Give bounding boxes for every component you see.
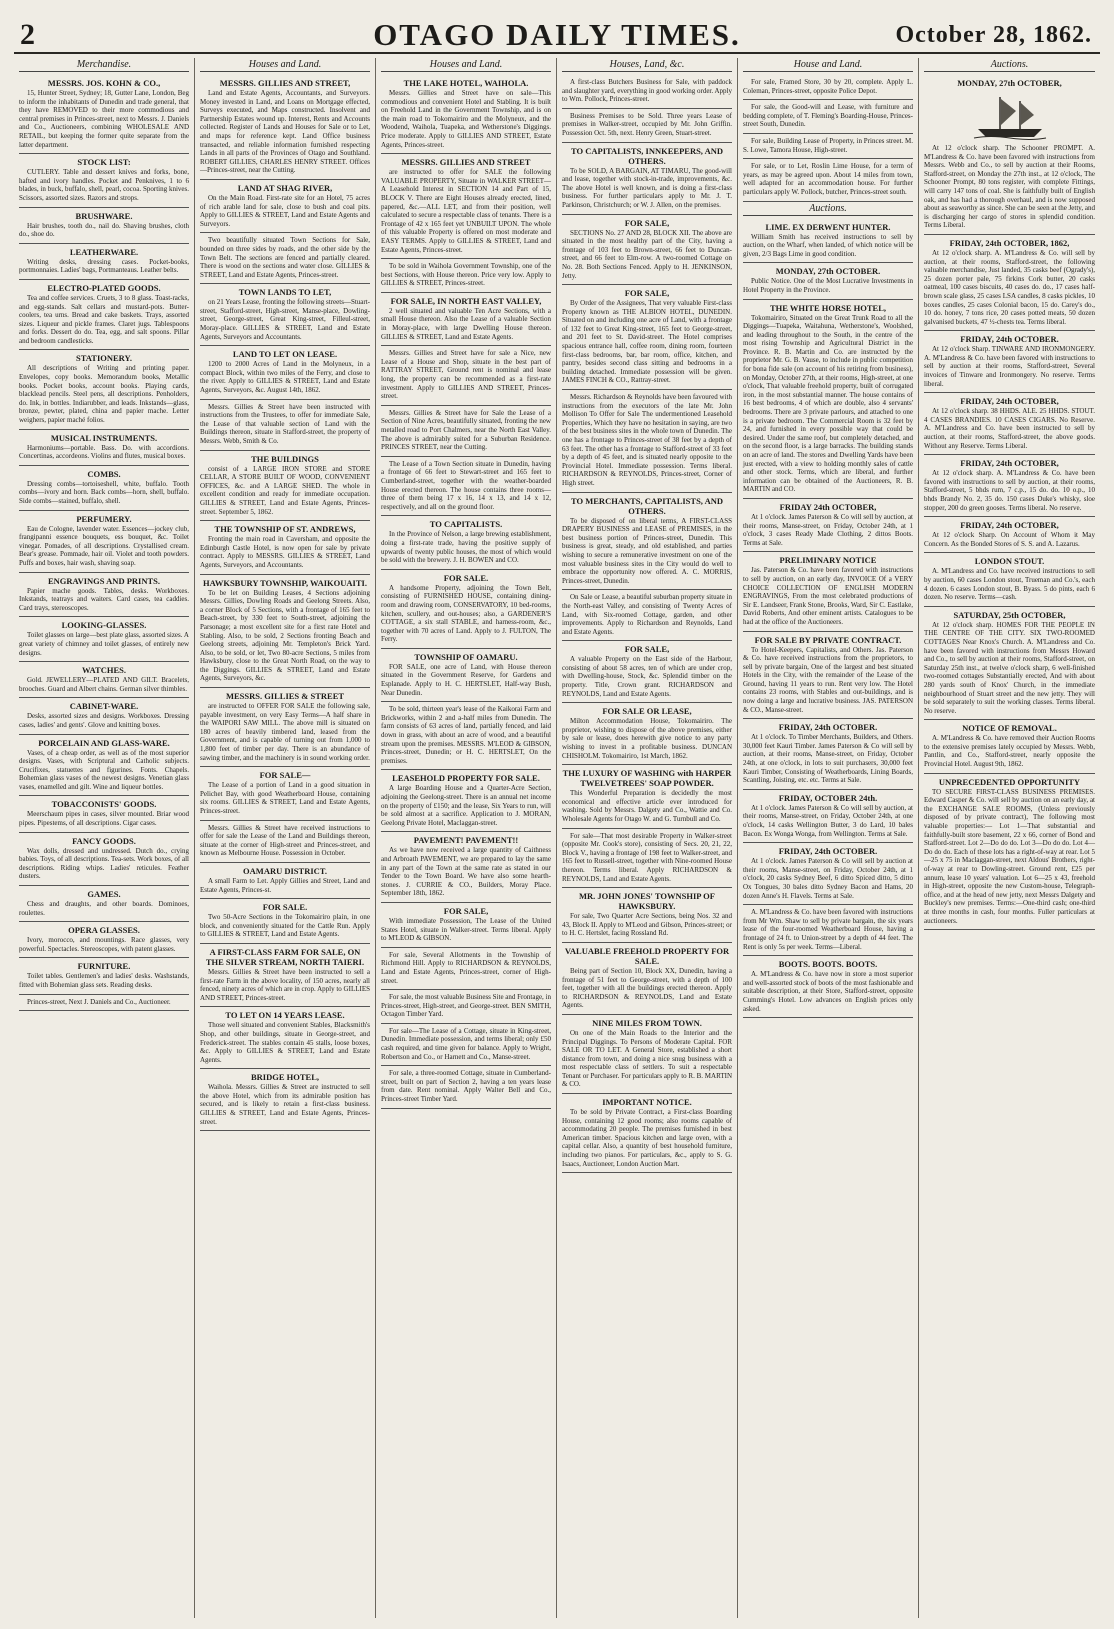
advertisement-heading: PRELIMINARY NOTICE	[779, 555, 877, 566]
advertisement-heading: MESSRS. GILLIES AND STREET,	[219, 78, 351, 88]
advertisement-body: 15, Hunter Street, Sydney; 18, Gutter Lane, London, Beg to inform the inhabitants of Dunedin and trade general, that they have REMOVED to their more commodious and central premises in Princes-street, next to Messrs. J. Daniels and Co., Auctioneers, combining WHOLESALE AND RETAIL, but keeping the former quite separate from the latter department.	[19, 89, 189, 149]
advertisement	[743, 552, 913, 631]
advertisement-body: On Sale or Lease, a beautiful suburban property situate in the North-east Valley, and consisting of Twenty Acres of Land, with Six-roomed Cottage, garden, and other improvements. Apply to Richardson and Reynolds, Land and Estate Agents.	[562, 593, 732, 636]
advertisement-body: At 1 o'clock. James Paterson & Co will sell by auction, at their rooms, Manse-street, on Friday, October 24th, at 1 o'clock, 3 cases Ready Made Clothing, 2 dittos Boots. Terms at Sale.	[743, 512, 913, 547]
advertisement-body: A. M'Landress & Co. have been favored with instructions from Mr Wm. Shaw to sell by private bargain, the six years lease of the four-roomed Weatherboard House, having a frontage of 24 ft. to Union-street by a depth of 44 feet. The Rent is only 5s per week. Terms—Liberal.	[743, 908, 913, 951]
advertisement-body: To be sold, thirteen year's lease of the Kaikorai Farm and Brickworks, within 2 and a-half miles from Dunedin. The farm consists of 63 acres of land, partially fenced, and laid down in grass, with about an acre of wood, and a beautiful stream upon the premises. MESSRS. M'LEOD & GIBSON, Princes-street, Dunedin; or H. C. HERTSLET, On the premises.	[381, 705, 551, 765]
advertisement-body: Harmoniums—portable. Bass. Do. with accordions. Concertinas, accordeons. Violins and flutes, musical boxes.	[19, 443, 189, 461]
advertisement	[743, 843, 913, 905]
advertisement	[924, 517, 1095, 553]
advertisement	[562, 888, 732, 943]
advertisement	[562, 75, 732, 109]
advertisement	[924, 75, 1095, 235]
advertisement-heading: LONDON STOUT.	[974, 556, 1045, 567]
advertisement	[381, 516, 551, 569]
advertisement-heading: VALUABLE FREEHOLD PROPERTY FOR SALE.	[564, 945, 730, 966]
advertisement-heading: LEASEHOLD PROPERTY FOR SALE.	[392, 773, 540, 784]
advertisement-heading: FOR SALE OR LEASE,	[602, 706, 692, 717]
advertisement-heading: FURNITURE.	[77, 961, 131, 972]
advertisement-body: A. M'Landress and Co. have received instructions to sell by auction, 60 cases London stout, Trueman and Co.'s, each 4 dozen. 6 cases London stout, B. Byass. 5 do pints, each 6 dozen. No reserve. Terms—cash.	[924, 567, 1095, 602]
advertisement-body: At 1 o'clock. James Paterson & Co will sell by auction, at their rooms, Manse-street, on Friday, October 24th, at one o'clock, 14 casks Wellington Butter, 3 do Lard, 10 bales Bacon. Ex Wonga Wonga, from Wellington. Terms at Sale.	[743, 803, 913, 838]
advertisement-heading: TOBACCONISTS' GOODS.	[51, 799, 157, 810]
advertisement	[200, 451, 370, 522]
advertisement	[562, 285, 732, 390]
advertisement-body: CUTLERY. Table and dessert knives and forks, bone, hafted and ivory handles. Pocket and Penknives, 1 to 6 blades, in buck, buffalo, shell, pearl, cocoa. Sporting knives. Scissors, assorted sizes. Razors and strops.	[19, 168, 189, 202]
advertisement	[743, 905, 913, 956]
advertisement-body: This Wonderful Preparation is decidedly the most economical and effective article ever introduced for washing. Sold by Messrs. Dalgety and Co., Wattie and Co. Wholesale Agents for Otago W. and G. Turnbull and Co.	[562, 789, 732, 823]
advertisement-heading: TO CAPITALISTS.	[429, 519, 503, 530]
advertisement-body: Fronting the main road in Caversham, and opposite the Edinburgh Castle Hotel, is now open for sale by private contract. Apply to MESSRS. GILLIES & STREET, Land Agents, Surveyors, and Accountants.	[200, 535, 370, 569]
advertisement-heading: MESSRS. GILLIES & STREET	[225, 691, 345, 702]
advertisement	[19, 573, 189, 618]
advertisement-body: To be let on Building Leases, 4 Sections adjoining Messrs. Gillies, Dowling Roads and Geelong Streets. Also, a corner Block of 5 Sections, with a frontage of 165 feet to Beach-street, by 330 feet to South-street, adjoining the Parsonage; a most excellent site for a first rate Hotel and Stabling. Also, to be sold, 2 Sections fronting Beach and Geelong streets, adjoining Mr. Templeton's Brick Yard. Also, to be sold, or let, Two 80-acre Sections, 5 miles from Hawksbury, close to the Great North Road, on the way to the Diggings. GILLIES & STREET, Land and Estate Agents, Surveyors, &c.	[200, 588, 370, 683]
advertisement-heading: TO CAPITALISTS, INNKEEPERS, AND OTHERS.	[570, 145, 724, 166]
advertisement-heading: FRIDAY, 24th OCTOBER.	[778, 722, 878, 733]
advertisement	[562, 109, 732, 143]
advertisement-heading: BRUSHWARE.	[75, 210, 133, 221]
advertisement	[924, 553, 1095, 606]
advertisement-body: are instructed to OFFER FOR SALE the following sale, payable investment, on very Easy Terms—A half share in the WAIPORI SAW MILL. The above mill is situated on 180 acres of heavily timbered land, leased from the Government, and is capable of turning out from 1,000 to 1,800 feet of timber per day. There is an abundance of sawing timber, and the machinery is in sound working order.	[200, 702, 370, 762]
advertisement	[381, 259, 551, 293]
advertisement	[743, 134, 913, 159]
advertisement-heading: MUSICAL INSTRUMENTS.	[50, 432, 158, 443]
advertisement-heading: TOWNSHIP OF OAMARU.	[414, 651, 518, 662]
advertisement-body: consist of a LARGE IRON STORE and STORE CELLAR, A STORE BUILT OF WOOD, CONVENIENT OFFICES, &c. and A LARGE SHED. The whole in excellent condition and ready for immediate occupation. GILLIES & STREET, Land and Estate Agents, Princes-street. September 5, 1862.	[200, 464, 370, 516]
advertisement-body: Those well situated and convenient Stables, Blacksmith's Shop, and other buildings, situate in George-street, and Frederick-street. The stables contain 45 stalls, loose boxes, &c. Apply to GILLIES & STREET, Land and Estate Agents.	[200, 1021, 370, 1064]
advertisement-heading: LEATHERWARE.	[69, 246, 139, 257]
advertisement	[19, 796, 189, 832]
advertisement-body: For sale, the most valuable Business Site and Frontage, in Princes-street, High-street, and George-street. BEN SMITH, Octagon Timber Yard.	[381, 993, 551, 1019]
advertisement-heading: NOTICE OF REMOVAL.	[962, 723, 1057, 734]
advertisement-body: For sale, a three-roomed Cottage, situate in Cumberland-street, built on part of Section 2, having a ten years lease from date. Rent nominal. Apply Walter Bell and Co., Princes-street Timber Yard.	[381, 1069, 551, 1104]
advertisement-body: For sale, Several Allotments in the Township of Richmond Hill. Apply to RICHARDSON & REYNOLDS, Land and Estate Agents, Princes-street, corner of High-street.	[381, 950, 551, 985]
advertisement-heading: FRIDAY, 24th OCTOBER,	[960, 520, 1059, 531]
advertisement	[562, 143, 732, 215]
advertisement	[200, 75, 370, 180]
advertisement-heading: PAVEMENT! PAVEMENT!!	[413, 835, 519, 846]
advertisement	[200, 575, 370, 689]
masthead	[14, 18, 1100, 54]
advertisement	[200, 899, 370, 944]
advertisement-heading: WATCHES.	[81, 665, 126, 676]
advertisement	[924, 774, 1095, 931]
advertisement-body: William Smith has received instructions to sell by auction, on the Wharf, when landed, of which notice will be given, 2/3 Bags Lime in good condition.	[743, 232, 913, 258]
advertisement-body: Land and Estate Agents, Accountants, and Surveyors. Money invested in Land, and Loans on Mortgage effected, Surveys executed, and Maps constructed. Insolvent and Partnership Estates wound up. Interest, Rents and Accounts collected. Register of Lands and Houses for Sale or to Let, and maps for reference kept. Land Office business transacted, and reliable information furnished respecting Lands in all parts of the Provinces of Otago and Southland. ROBERT GILLIES, CHARLES HENRY STREET. Offices—Princes-street, near the Cutting.	[200, 89, 370, 175]
advertisement-body: Messrs. Gillies & Street have for Sale the Lease of a Section of Nine Acres, beautifully situated, fronting the new metalled road to Port Chalmers, near the North East Valley. The above is admirably suited for a Suburban Residence. PRINCES STREET, near the Cutting.	[381, 408, 551, 452]
advertisement-body: Dressing combs—tortoiseshell, white, buffalo. Tooth combs—ivory and horn. Back combs—horn, shell, buffalo. Side combs—stained, buffalo, shell.	[19, 479, 189, 505]
advertisement	[19, 75, 189, 154]
advertisement	[562, 641, 732, 703]
advertisement	[381, 649, 551, 702]
advertisement	[562, 215, 732, 286]
advertisement-heading: BOOTS. BOOTS. BOOTS.	[778, 959, 878, 970]
advertisement-body: Eau de Cologne, lavender water. Essences—jockey club, frangipanni essence bouquets, ess bouquet, &c. Toilet vinegar. Pomades, of all descriptions. Crystallised cream. Bear's grease. Pommade, hair oil. Violet and tooth powders. Puffs and boxes, hair wash, shaving soap.	[19, 524, 189, 567]
advertisement	[200, 284, 370, 346]
advertisement-body: A small Farm to Let. Apply Gillies and Street, Land and Estate Agents, Princes-st.	[200, 876, 370, 894]
advertisement-body: At 1 o'clock. To Timber Merchants, Builders, and Others. 30,000 feet Kauri Timber. James Paterson & Co will sell by auction, at their rooms, Manse-street, on Friday, October 24th, at one o'clock, in lots to suit purchasers, 30,000 feet Kauri Timber, Consisting of Weatherboards, Lining Boards, Scantling, Joisting, etc. etc. Terms at Sale.	[743, 733, 913, 785]
advertisement-body: To be sold by Private Contract, a First-class Boarding House, containing 12 good rooms; also rooms capable of accommodating 20 people. The premises furnished in best American timber. Spacious kitchen and large oven, with a capital cellar. Also, a quantity of best household furniture, including two pianos. For particulars, &c., apply to S. G. Isaacs, Auctioneer, London Auction Mart.	[562, 1108, 732, 1168]
advertisement	[19, 958, 189, 994]
column-6	[919, 58, 1100, 1618]
columns-container	[14, 58, 1100, 1618]
advertisement	[200, 400, 370, 451]
advertisement-body: A first-class Butchers Business for Sale, with paddock and slaughter yard, everything in good working order. Apply to Wm. Pollock, Princes-street.	[562, 78, 732, 104]
advertisement-heading: COMBS.	[87, 468, 121, 479]
advertisement	[381, 903, 551, 948]
issue-date: October 28, 1862.	[895, 22, 1092, 48]
advertisement	[562, 390, 732, 493]
advertisement-body: Gold. JEWELLERY—PLATED AND GILT. Bracelets, brooches. Guard and Albert chains. German silver thimbles.	[19, 676, 189, 693]
advertisement-body: Business Premises to be Sold. Three years Lease of premises in Walker-street, occupied by Mr. John Griffin. Possession Oct. 5th, next. Henry Green, Stuart-street.	[562, 111, 732, 137]
advertisement-body: At 12 o'clock sharp. A. M'Landress & Co. will sell by auction, at their rooms, Stafford-street, the following valuable merchandise, Just landed, 35 casks beef (Ogrady's), 25 dozen porter pale, 75 firkins Cork butter, 20 casks oatmeal, 100 cases biscuits, 40 cases do. do., 17 cases half-brown scale glass, 25 cases LSA candles, 8 casks pickles, 10 boxes candles, 25 cases Colonial bacon, 15 do. Carey's do., 10 do. honey, 7 tons rice, 20 cases potted meats, 50 dozen galvanised buckets, 47 ½-chests tea. Terms liberal.	[924, 248, 1095, 326]
advertisement-body: At 12 o'clock sharp. 38 HHDS. ALE. 25 HHDS. STOUT. 4 CASES BRANDIES. 10 CASES CIGARS. No Reserve. A. M'Landress and Co. have been instructed to sell by auction, at their rooms, Stafford-street, the above goods. Without any Reserve. Terms Liberal.	[924, 407, 1095, 450]
advertisement-heading: FRIDAY, 24th OCTOBER,	[960, 396, 1059, 407]
advertisement	[19, 208, 189, 244]
advertisement-body: The Lease of a portion of Land in a good situation in Pelichet Bay, with good Weatherboard House, containing six rooms. GILLIES & STREET, Land and Estate Agents, Princes-street.	[200, 781, 370, 815]
advertisement-heading: THE WHITE HORSE HOTEL,	[769, 302, 887, 313]
advertisement-heading: ELECTRO-PLATED GOODS.	[47, 282, 161, 293]
advertisement-body: Messrs. Gillies and Street have for sale a Nice, new Lease of a House and Shop, situate in the best part of RATTRAY STREET, Ground rent is nominal and lease long, the property can be recommended as a first-rate investment. Apply to GILLIES AND STREET, Princes-street.	[381, 349, 551, 401]
advertisement-body: TO SECURE FIRST-CLASS BUSINESS PREMISES. Edward Casper & Co. will sell by auction on an early day, at the EXCHANGE SALE ROOMS, (Unless previously disposed of by private contract), The following most valuable properties:— Lot 1—That substantial and faithfully-built store basement, 22 x 66, corner of Bond and Stafford-street. Lot 2—Do do do. Lot 3—Do do do. Lot 4—Do do do. Each of these lots has a right-of-way at rear. Lot 5—25 x 75 in Maclaggan-street, next Aldous' Brothers, right-of-way at rear to Dowling-street. Ground rent, £25 per annum, lease 10 years' valuation. Lot 6—25 x 43, freehold in High-street, opposite the new Custom-house, Telegraph-office, and at the head of new jetty, next Messrs Dalgety and Buckley's new premises. Terms:—One-third cash; one-third at three months in cash, four months. Fuller particulars at auctioneers.	[924, 787, 1095, 925]
advertisement-body: FOR SALE, one acre of Land, with House thereon situated in the Government Reserve, for Gardens and Esplanade. Apply to H. C. HERTSLET, Half-way Bush, Near Dunedin.	[381, 662, 551, 697]
advertisement-body: Desks, assorted sizes and designs. Workboxes. Dressing cases, ladies' and gents'. Glove and knitting boxes.	[19, 712, 189, 729]
advertisement	[200, 821, 370, 863]
advertisement	[562, 493, 732, 591]
advertisement	[381, 457, 551, 517]
advertisement	[562, 703, 732, 765]
advertisement	[19, 430, 189, 466]
newspaper-title: OTAGO DAILY TIMES.	[373, 17, 741, 52]
advertisement-heading: GAMES.	[87, 889, 121, 900]
advertisement	[381, 154, 551, 259]
advertisement	[381, 1066, 551, 1108]
section-heading: Merchandise.	[19, 58, 189, 72]
advertisement-body: are instructed to offer for SALE the following VALUABLE PROPERTY, Situate in WALKER STREET—A Leasehold Interest in SECTION 14 and Part of 15, BLOCK V. There are Eight Houses already erected, lined, papered, &c.—ALL LET, and from their position, well calculated to secure a respectable class of tenants. There is a Frontage of 42 x 165 feet yet UNBUILT UPON. The whole of this valuable Property is offered on most moderate and EASY TERMS. Apply to GILLIES & STREET, Land and Estate Agents, Princes-street.	[381, 168, 551, 254]
advertisement-body: In the Province of Nelson, a large brewing establishment, doing a first-rate trade, having the positive supply of upwards of twenty public houses, the most of which would be sold with the brewery. J. H. BOWEN and CO.	[381, 530, 551, 565]
advertisement-heading: THE BUILDINGS	[251, 453, 319, 464]
advertisement	[19, 662, 189, 698]
advertisement	[743, 159, 913, 201]
section-heading: Auctions.	[924, 58, 1095, 72]
advertisement	[562, 1094, 732, 1173]
advertisement	[924, 607, 1095, 721]
advertisement-heading: MONDAY, 27th OCTOBER.	[775, 266, 881, 277]
advertisement-body: For sale, Framed Store, 30 by 20, complete. Apply L. Coleman, Princes-street, opposite Police Depot.	[743, 78, 913, 95]
advertisement	[19, 154, 189, 207]
column-1	[14, 58, 195, 1618]
advertisement	[562, 590, 732, 641]
advertisement	[19, 350, 189, 429]
advertisement-heading: HAWKSBURY TOWNSHIP, WAIKOUAITI.	[203, 577, 367, 588]
advertisement-body: Public Notice. One of the Most Lucrative Investments in Hotel Property in the Province.	[743, 277, 913, 294]
advertisement-body: Two beautifully situated Town Sections for Sale, bounded on three sides by roads, and the other side by the Town Belt. The sections are fenced and partially cleared. There is wood on the sections and water close. GILLIES & STREET, Land and Estate Agents, Princes-street.	[200, 236, 370, 279]
advertisement-body: To be sold in Waihola Government Township, one of the best Sections, with House thereon. Price very low. Apply to GILLIES & STREET, Princes-street.	[381, 262, 551, 288]
column-3	[376, 58, 557, 1618]
advertisement	[19, 995, 189, 1012]
advertisement-heading: PORCELAIN AND GLASS-WARE.	[38, 737, 170, 748]
advertisement-heading: OPERA GLASSES.	[68, 925, 140, 936]
advertisement	[381, 948, 551, 990]
advertisement-body: At 12 o'clock sharp. HOMES FOR THE PEOPLE IN THE CENTRE OF THE CITY. SIX TWO-ROOMED COTTAGES Near Knox's Church. A. M'Landress and Co. have been favored with instructions from Messrs Howard and Co., to sell by auction at their rooms, Stafford-street, on Saturday 25th inst., at twelve o'clock sharp, 6 well-finished two-roomed cottages Substantially erected, And with about 280 yards south of Knox' Church, in the immediate neighbourhood of Stuart street and the new jetty. They will be sold separately to suit the working classes. Terms liberal. No reserve.	[924, 620, 1095, 715]
advertisement-body: Two 50-Acre Sections in the Tokomairiro plain, in one block, and conveniently situated for the Cattle Run. Apply to GILLIES & STREET, Land and Estate Agents.	[200, 913, 370, 939]
advertisement-heading: ENGRAVINGS AND PRINTS.	[47, 575, 161, 586]
advertisement	[381, 75, 551, 154]
advertisement	[200, 688, 370, 767]
advertisement-body: To be disposed of on liberal terms, A FIRST-CLASS DRAPERY BUSINESS and LEASE of PREMISES, in the best business portion of Princes-street, Dunedin. This business is great, steady, and old established, and parties wishing to secure a remunerative investment on one of the most valuable business sites in the City would do well to embrace the opportunity now offered. A. C. MORRIS, Princes-street, Dunedin.	[562, 516, 732, 585]
advertisement	[562, 1015, 732, 1094]
advertisement	[19, 511, 189, 573]
advertisement-body: A valuable Property on the East side of the Harbour, consisting of about 58 acres, ten of which are under crop, with Dwelling-house, Stock, &c. Splendid timber on the property. Title, Crown grant. RICHARDSON and REYNOLDS, Land and Estate Agents.	[562, 655, 732, 698]
advertisement-heading: CABINET-WARE.	[69, 701, 139, 712]
advertisement-heading: FRIDAY, 24th OCTOBER, 1862,	[949, 237, 1070, 248]
advertisement-heading: FOR SALE,	[624, 288, 670, 299]
column-5	[738, 58, 919, 1618]
advertisement	[200, 180, 370, 233]
advertisement-body: For sale, Two Quarter Acre Sections, being Nos. 32 and 43, Block II. Apply to M'Leod and Gibson, Princes-street; or to H. C. Hertslet, facing Rossland Rd.	[562, 912, 733, 938]
advertisement	[200, 346, 370, 399]
advertisement-heading: BRIDGE HOTEL,	[250, 1072, 320, 1083]
advertisement-heading: THE LAKE HOTEL, WAIHOLA.	[403, 78, 529, 88]
advertisement	[19, 280, 189, 351]
advertisement-heading: OAMARU DISTRICT.	[243, 865, 327, 876]
advertisement-heading: NINE MILES FROM TOWN.	[592, 1017, 702, 1028]
advertisement-body: 1200 to 2000 Acres of Land in the Molyneux, in a compact Block, within two miles of the Ferry, and close to the river. Apply to GILLIES & STREET, Land and Estate Agents, Surveyors, &c. August 14th, 1862.	[200, 360, 370, 395]
advertisement	[19, 466, 189, 511]
advertisement-body: For sale—The Lease of a Cottage, situate in King-street, Dunedin. Immediate possession, and terms liberal; only £50 cash required, and time given for balance. Apply to Wright, Robertson and Co., or Harnett and Co., Manse-street.	[381, 1026, 551, 1061]
advertisement-body: Jas. Paterson & Co. have been favored with instructions to sell by auction, on an early day, INVOICE Of a VERY CHOICE COLLECTION OF ENGLISH MODERN ENGRAVINGS, From the most celebrated productions of Sir E. Landseer, Frank Stone, Brooks, Ward, Sir C. Eastlake, David Roberts, And other eminent artists. Catalogues to be had at the office of the Auctioneers.	[743, 566, 913, 626]
advertisement-body: Toilet tables. Gentlemen's and ladies' desks. Washstands, fitted with Bohemian glass sets. Reading desks.	[19, 972, 189, 989]
advertisement-heading: FRIDAY, 24th OCTOBER,	[960, 458, 1059, 469]
advertisement-heading: SATURDAY, 25th OCTOBER,	[953, 609, 1066, 620]
advertisement	[19, 833, 189, 886]
advertisement-heading: FOR SALE.	[443, 572, 489, 583]
advertisement	[562, 829, 732, 889]
advertisement-body: Waihola. Messrs. Gillies & Street are instructed to sell the above Hotel, which from its admirable position has secured, and is likely to retain a first-class business. GILLIES & STREET, Land and Estate Agents, Princes-street.	[200, 1083, 370, 1126]
advertisement-body: Ivory, morocco, and mountings. Race glasses, very powerful. Spectacles. Stereoscopes, with patent glasses.	[19, 936, 189, 953]
advertisement-heading: FOR SALE,	[624, 217, 670, 228]
advertisement-heading: STATIONERY.	[76, 353, 132, 364]
advertisement-heading: THE LUXURY OF WASHING with HARPER TWELVETREES' SOAP POWDER.	[562, 768, 732, 789]
advertisement-heading: PERFUMERY.	[76, 513, 132, 524]
advertisement-body: Messrs. Gillies and Street have on sale—This commodious and convenient Hotel and Stabling. It is built on Freehold Land in the Government Township, and is on the main road to Tokomairiro and the Molyneux, and the Woodend, Waihola, Tuapeka, and Wetherstone's Diggings. Price moderate. Apply to GILLIES AND STREET, Estate Agents, Princes-street.	[381, 89, 551, 149]
advertisement	[19, 886, 189, 922]
advertisement-body: Toilet glasses on large—best plate glass, assorted sizes. A great variety of chimney and toilet glasses, of entirely new designs.	[19, 631, 189, 657]
advertisement-heading: FOR SALE, IN NORTH EAST VALLEY,	[390, 295, 542, 306]
advertisement-body: By Order of the Assignees, That very valuable First-class Property known as THE ALBION HOTEL, DUNEDIN. Situated on and including one acre of Land, with a frontage of 132 feet to Great King-street, 165 feet to George-street, and 201 feet to St. David-street. The Hotel comprises spacious entrance hall, coffee room, dining room, fourteen first-class bedrooms, bar, bar room, office, kitchen, and pantry, besides second class sitting and bedrooms in a building detached. Immediate possession will be given. JAMES FINCH & CO., Rattray-street.	[562, 299, 732, 385]
advertisement	[743, 219, 913, 264]
page-number: 2	[20, 18, 35, 51]
advertisement-heading: STOCK LIST:	[77, 157, 131, 168]
advertisement	[381, 702, 551, 770]
advertisement-body: For sale, the Good-will and Lease, with furniture and bedding complete, of T. Fleming's Boarding-House, Princes-street South, Dunedin.	[743, 103, 913, 129]
advertisement-body: Messrs. Gillies & Street have been instructed with instructions from the Trustees, to offer for immediate Sale, the Lease of that valuable section of Land with the Buildings thereon, situate in Stafford-street, the property of Messrs. Webb, Smith & Co.	[200, 402, 370, 445]
advertisement	[743, 300, 913, 499]
advertisement-heading: FOR SALE—	[259, 770, 311, 781]
advertisement-body: A. M'Landress & Co. have removed their Auction Rooms to the extensive premises lately occupied by Messrs. Webb, Pantlin, and Co., Stafford-street, nearly opposite the Provincial Hotel. August 9th, 1862.	[924, 734, 1095, 769]
advertisement-body: Messrs. Gillies & Street have received instructions to offer for sale the Lease of the Land and Buildings thereon, situate at the corner of High-street and Princes-street, and known as Melbourne House. Possession in October.	[200, 823, 370, 858]
advertisement-heading: TO MERCHANTS, CAPITALISTS, AND OTHERS.	[570, 495, 723, 516]
advertisement-heading: TOWN LANDS TO LET,	[238, 287, 332, 298]
advertisement	[381, 990, 551, 1024]
advertisement-heading: THE TOWNSHIP OF ST. ANDREWS,	[214, 524, 356, 535]
section-heading: House and Land.	[743, 58, 913, 72]
advertisement-heading: FRIDAY, 24th OCTOBER.	[778, 846, 878, 857]
advertisement-body: Tokomairiro, Situated on the Great Trunk Road to all the Diggings—Tuapeka, Waitahuna, Wetherstone's, Woolshed, and leading throughout to the South, in the centre of the most rising Township and Agricultural District in the Province. R. B. Martin and Co. are instructed by the proprietor Mr. G. B. Vause, to include in public competition for bona fide sale (on account of his retiring from business), on Monday, October 27th, at their rooms, High-street, at one o'clock, That valuable freehold property, built of corrugated iron, in the most substantial manner. The house contains of 16 best bedrooms, 4 of which are double, also 4 servants' bedrooms. There are 3 private parlours, and attached to one is a private bedroom. The Commercial Room is 32 feet by 24, and furnished in every possible way that could be desired. Under the same roof, but completely detached, and on the second floor, is a large barracks. The building stands on an acre of land. The stores and Dwelling Yards have been just erected, with a view to holding monthly sales of cattle and other stock. Terms, which are liberal, and further information can be obtained of the Auctioneers, R. B. MARTIN and CO.	[743, 313, 913, 494]
advertisement	[381, 770, 551, 832]
advertisement-heading: LOOKING-GLASSES.	[61, 620, 147, 631]
advertisement-heading: MESSRS. GILLIES AND STREET	[401, 157, 531, 168]
advertisement	[200, 521, 370, 574]
advertisement-heading: MR. JOHN JONES' TOWNSHIP OF HAWKSBURY.	[579, 891, 715, 912]
advertisement-heading: FRIDAY 24th OCTOBER,	[779, 501, 877, 512]
advertisement-body: A large Boarding House and a Quarter-Acre Section, adjoining the Geelong-street. There is an annual net income on the property of £150; and the lease, Six Years to run, will be sold almost at a sacrifice. Application to J. MORAN, Geelong Private Hotel, Maclaggan-street.	[381, 784, 551, 827]
advertisement	[200, 767, 370, 820]
advertisement	[200, 1069, 370, 1131]
advertisement	[924, 720, 1095, 773]
advertisement-body: Wax dolls, dressed and undressed. Dutch do., crying babies. Toys, of all descriptions. Tea-sets. Work boxes, of all descriptions. Riding whips. Ladies' reticules. Feather dusters.	[19, 846, 189, 881]
advertisement-heading: LAND TO LET ON LEASE.	[232, 349, 338, 360]
section-heading: Auctions.	[743, 202, 913, 216]
advertisement	[381, 570, 551, 649]
advertisement-body: On the Main Road. First-rate site for an Hotel, 75 acres of rich arable land for sale, close to bush and coal pits. Apply to GILLIES & STREET, Land and Estate Agents and Surveyors.	[200, 193, 370, 228]
advertisement-heading: FOR SALE,	[443, 905, 489, 916]
advertisement-body: With immediate Possession, The Lease of the United States Hotel, situate in Walker-street. Terms liberal. Apply to M'LEOD & GIBSON.	[381, 916, 551, 943]
advertisement-body: Messrs. Richardson & Reynolds have been favoured with instructions from the executors of the late Mr. John Mollison To Offer for Sale The undermentioned Leasehold Properties, Which they have no hesitation in saying, are two of the best business sites in the whole town of Dunedin. The one has a frontage to Princes-street of 38 feet by a depth of 63 feet. The other has a frontage to Stafford-street of 33 feet by a depth of 45 feet, and is situated nearly opposite to the Provincial Hotel. Immediate possession. Terms liberal. RICHARDSON & REYNOLDS, Princes-street, Corner of High street.	[562, 393, 732, 487]
advertisement	[924, 235, 1095, 331]
advertisement	[200, 863, 370, 899]
advertisement-body: SECTIONS No. 27 AND 28, BLOCK XII. The above are situated in the most healthy part of the City, having a frontage of 103 feet to Brown-street, 66 feet to Duncan-street, and 66 feet to Elm-row. A two-roomed Cottage on No. 28. Both Sections Fenced. Apply to H. JENKINSON, Jetty.	[562, 228, 732, 280]
advertisement-body: As we have now received a large quantity of Caithness and Arbroath PAVEMENT, we are prepared to lay the same in any part of the Town at the same rate as stated in our Tender to the Town Board. We have also some hearth-stones. J. CURRIE & CO., Builders, Moray Place. September 18th, 1862.	[381, 846, 551, 898]
advertisement	[924, 393, 1095, 455]
advertisement-body: At 1 o'clock. James Paterson & Co will sell by auction at their rooms, Manse-street, on Friday, October 24th, at 1 o'clock, 20 casks Sydney Beef, 6 ditto Spiced ditto, 5 ditto Ox Tongues, 30 bales ditto Sydney Bacon and Hams, 20 dozen Anne's H. Flavels. Terms at Sale.	[743, 857, 913, 900]
advertisement	[200, 1007, 370, 1069]
advertisement	[381, 832, 551, 903]
advertisement-heading: A FIRST-CLASS FARM FOR SALE, ON THE SILVER STREAM, NORTH TAIERI.	[205, 946, 365, 967]
advertisement-body: On one of the Main Roads to the Interior and the Principal Diggings. To Persons of Moderate Capital. FOR SALE OR TO LET. A General Store, established a short distance from town, and doing a nice snug business with a most respectable class of settlers. To suit a respectable Tenant or Purchaser. For particulars apply to R. B. MARTIN & CO.	[562, 1028, 732, 1089]
section-heading: Houses, Land, &c.	[562, 58, 732, 72]
advertisement-heading: FRIDAY, OCTOBER 24th.	[778, 792, 878, 803]
advertisement	[200, 233, 370, 284]
advertisement-body: Tea and coffee services. Cruets, 3 to 8 glass. Toast-racks, and egg-stands. Salt cellars and mustard-pots. Butter-coolers, tea urns. Bread and cake baskets. Trays, assorted sizes. Liqueur and pickle frames. Claret jugs. Tablespoons and forks. Dessert do do. Tea, egg, and salt spoons. Pillar and bedroom candlesticks.	[19, 293, 189, 345]
advertisement-body: Princes-street, Next J. Daniels and Co., Auctioneer.	[27, 997, 171, 1006]
advertisement	[200, 944, 370, 1007]
advertisement-body: Vases, of a cheap order, as well as of the most superior designs. Vases, with Scriptural and Catholic subjects. Crucifixes, statuettes and figurines. Fonts. Chapels. Bohemian glass vases of the newest designs. Venetian glass vases, enamelled and gilt. Wine and liqueur bottles.	[19, 748, 189, 791]
advertisement	[743, 956, 913, 1018]
advertisement-body: Hair brushes, tooth do., nail do. Shaving brushes, cloth do., shoe do.	[19, 221, 189, 239]
advertisement	[924, 331, 1095, 393]
advertisement-body: At 12 o'clock sharp. A. M'Landress & Co. have been favored with instructions to sell by auction, at their rooms, Stafford-street, 5 bhds rum, 7 c.p., 15 do. do. 10 o.p., 10 bhds Brandy No. 2, 35 do. 150 cases Duke's whisky, sloe stopper, 200 do green gooses. Terms liberal. No reserve.	[924, 469, 1095, 512]
advertisement-body: Writing desks, dressing cases. Pocket-books, portmonnaies. Ladies' bags, Portmanteaus. Leather belts.	[19, 257, 189, 275]
advertisement	[743, 632, 913, 720]
advertisement-body: The Lease of a Town Section situate in Dunedin, having a frontage of 66 feet to Stewart-street and 165 feet to Cumberland-street, together with the weather-boarded House erected thereon. The house contains three rooms—three of them being 17 x 16, 14 x 13, and 14 x 12, respectively, and all on the ground floor.	[381, 459, 551, 511]
advertisement-heading: UNPRECEDENTED OPPORTUNITY	[938, 776, 1081, 787]
advertisement-body: Chess and draughts, and other boards. Dominoes, roulettes.	[19, 900, 189, 917]
advertisement-body: For sale, or to Let, Roslin Lime House, for a term of years, as may be agreed upon. About 14 miles from town, well adapted for an accommodation house. For further particulars apply W. Pollock, butcher, Princes-street south.	[743, 162, 913, 196]
advertisement-body: At 12 o'clock Sharp. TINWARE AND IRONMONGERY. A. M'Landress & Co. have been favored with instructions to sell by auction at their rooms, Stafford-street, Several invoices of Tinware and Ironmongery. No reserve. Terms liberal.	[924, 345, 1095, 388]
section-heading: Houses and Land.	[381, 58, 551, 72]
advertisement-body: A. M'Landress & Co. have now in store a most superior and well-assorted stock of boots of the most fashionable and suitable description, at their Store, Stafford-street, opposite Cumming's Hotel. Low advances on English prices only asked.	[743, 970, 913, 1013]
advertisement	[381, 346, 551, 406]
advertisement	[743, 719, 913, 790]
advertisement-body: For sale—That most desirable Property in Walker-street (opposite Mr. Cook's store), consisting of Secs. 20, 21, 22, Block V., having a frontage of 198 feet to Walker-street, and 165 feet to Russell-street, together with Nine-roomed House thereon. Terms liberal. Apply RICHARDSON & REYNOLDS, Land and Estate Agents.	[562, 831, 732, 883]
advertisement-body: on 21 Years Lease, fronting the following streets—Stuart-street, Stafford-street, High-street, Manse-place, Dowling-street, George-street, Great King-street, Filleul-street, Moray-place. GILLIES & STREET, Land and Estate Agents, Surveyors and Accountants.	[200, 298, 370, 341]
advertisement-body: Meerschaum pipes in cases, silver mounted. Briar wood pipes. Pipestems, of all descriptions. Cigar cases.	[19, 810, 189, 828]
advertisement-heading: MESSRS. JOS. KOHN & CO.,	[47, 78, 161, 88]
advertisement-heading: FANCY GOODS.	[72, 835, 136, 846]
advertisement-heading: FOR SALE.	[262, 902, 308, 913]
advertisement-heading: IMPORTANT NOTICE.	[602, 1097, 692, 1108]
advertisement-body: 2 well situated and valuable Ten Acre Sections, with a small House thereon. Also the Lease of a valuable Section in Moray-place, with large Dwelling House thereon. GILLIES & STREET, Land and Estate Agents.	[381, 306, 551, 341]
section-heading: Houses and Land.	[200, 58, 370, 72]
advertisement-heading: FOR SALE,	[624, 644, 670, 655]
advertisement-body: Being part of Section 10, Block XX, Dunedin, having a frontage of 51 feet to George-street, with a depth of 100 feet, together with all the buildings erected thereon. Apply to RICHARDSON & REYNOLDS, Land and Estate Agents.	[562, 966, 732, 1010]
advertisement	[924, 455, 1095, 517]
advertisement-body: To Hotel-Keepers, Capitalists, and Others. Jas. Paterson & Co. have received instructions from the proprietors, to sell by private bargain, One of the largest and best situated Hotels in the City, with the remainder of the Lease of the Ground, having 11 years to run. Rent very low. The Hotel contains 23 rooms, with Stables and out-buildings, and is now doing a large and lucrative business. JAS. PATERSON & CO., Manse-street.	[743, 645, 913, 714]
advertisement	[19, 922, 189, 958]
advertisement	[19, 244, 189, 280]
advertisement	[19, 617, 189, 662]
advertisement-heading: TO LET ON 14 YEARS LEASE.	[225, 1010, 345, 1021]
advertisement	[562, 765, 732, 828]
advertisement	[19, 698, 189, 734]
advertisement-body: Messrs. Gillies & Street have been instructed to sell a first-rate Farm in the above locality, of 150 acres, nearly all fenced, ninety acres of which are in crop. Apply to GILLIES AND STREET, Princes-street.	[200, 967, 370, 1002]
advertisement	[381, 1024, 551, 1066]
advertisement-heading: FOR SALE BY PRIVATE CONTRACT.	[754, 634, 902, 645]
advertisement	[743, 263, 913, 299]
advertisement	[743, 75, 913, 100]
advertisement-heading: FRIDAY, 24th OCTOBER.	[960, 334, 1059, 345]
column-2	[195, 58, 376, 1618]
advertisement	[743, 499, 913, 552]
advertisement-heading: MONDAY, 27th OCTOBER,	[957, 78, 1062, 88]
advertisement	[743, 100, 913, 134]
advertisement-body: Milton Accommodation House, Tokomairiro. The proprietor, wishing to dispose of the above premises, either by sale or lease, does herewith give notice to any party wishing to invest in a profitable business. DUNCAN CHISHOLM. Tokomairiro, 1st March, 1862.	[562, 717, 732, 760]
advertisement	[19, 735, 189, 797]
advertisement-body: A handsome Property, adjoining the Town Belt, consisting of FURNISHED HOUSE, containing dining-room and drawing room, CONSERVATORY, 10 bed-rooms, kitchen, scullery, and out-houses; also, a GARDENER'S COTTAGE, a six stall STABLE, and harness-room, &c., together with 70 acres of Land. Apply to J. FULTON, The Ferry.	[381, 583, 551, 644]
advertisement-body: At 12 o'clock Sharp. On Account of Whom it May Concern. As the Bonded Stores of S. S. and A. Lazarus.	[924, 531, 1095, 548]
advertisement	[562, 943, 732, 1015]
advertisement-body: To be SOLD, A BARGAIN, AT TIMARU, The good-will and lease, together with stock-in-trade, improvements, &c. The above Hotel is well known, and is doing a first-class business. For further particulars apply to Mr. J. T. Parkinson, Christchurch; or W. J. Allen, on the premises.	[562, 166, 732, 209]
advertisement-body: All descriptions of Writing and printing paper. Envelopes, copy books. Memorandum books, Metallic books. Pocket books, account books. Playing cards, blacklead pencils. Steel pens, all descriptions. Penholders, do. Ink, in bottles. Indiarubber, and leads. Inkstands—glass, bronze, pewter, plated, china and papier mache. Letter weighers, papier maché folios.	[19, 364, 189, 425]
advertisement	[381, 406, 551, 457]
advertisement	[381, 293, 551, 346]
ship-icon	[970, 91, 1050, 141]
column-4	[557, 58, 738, 1618]
advertisement-heading: LIME. EX DERWENT HUNTER.	[765, 221, 891, 232]
advertisement-heading: LAND AT SHAG RIVER,	[237, 182, 333, 193]
advertisement-body: At 12 o'clock sharp. The Schooner PROMPT. A. M'Landress & Co. have been favored with instructions from Messrs. Webb and Co., to sell by auction at their Rooms, Stafford-street, on Monday the 27th inst., at 12 o'clock, The Schooner Prompt, 80 tons register, with complete Fittings, will carry 147 tons of coal. She is faithfully built of English oak, and has had a thorough overhaul, and is now supposed about as seaworthy as since. She can be seen at the Jetty, and is discharging her cargo of stores in splendid condition. Terms Liberal.	[924, 144, 1095, 230]
advertisement	[743, 790, 913, 843]
advertisement-body: For sale, Building Lease of Property, in Princes street. M. S. Lowe, Tamora House, High-street.	[743, 136, 913, 154]
advertisement-body: Papier mache goods. Tables, desks. Workboxes. Inkstands, teatrays and waiters. Card cases, tea caddies. Card trays, stereoscopes.	[19, 586, 189, 612]
